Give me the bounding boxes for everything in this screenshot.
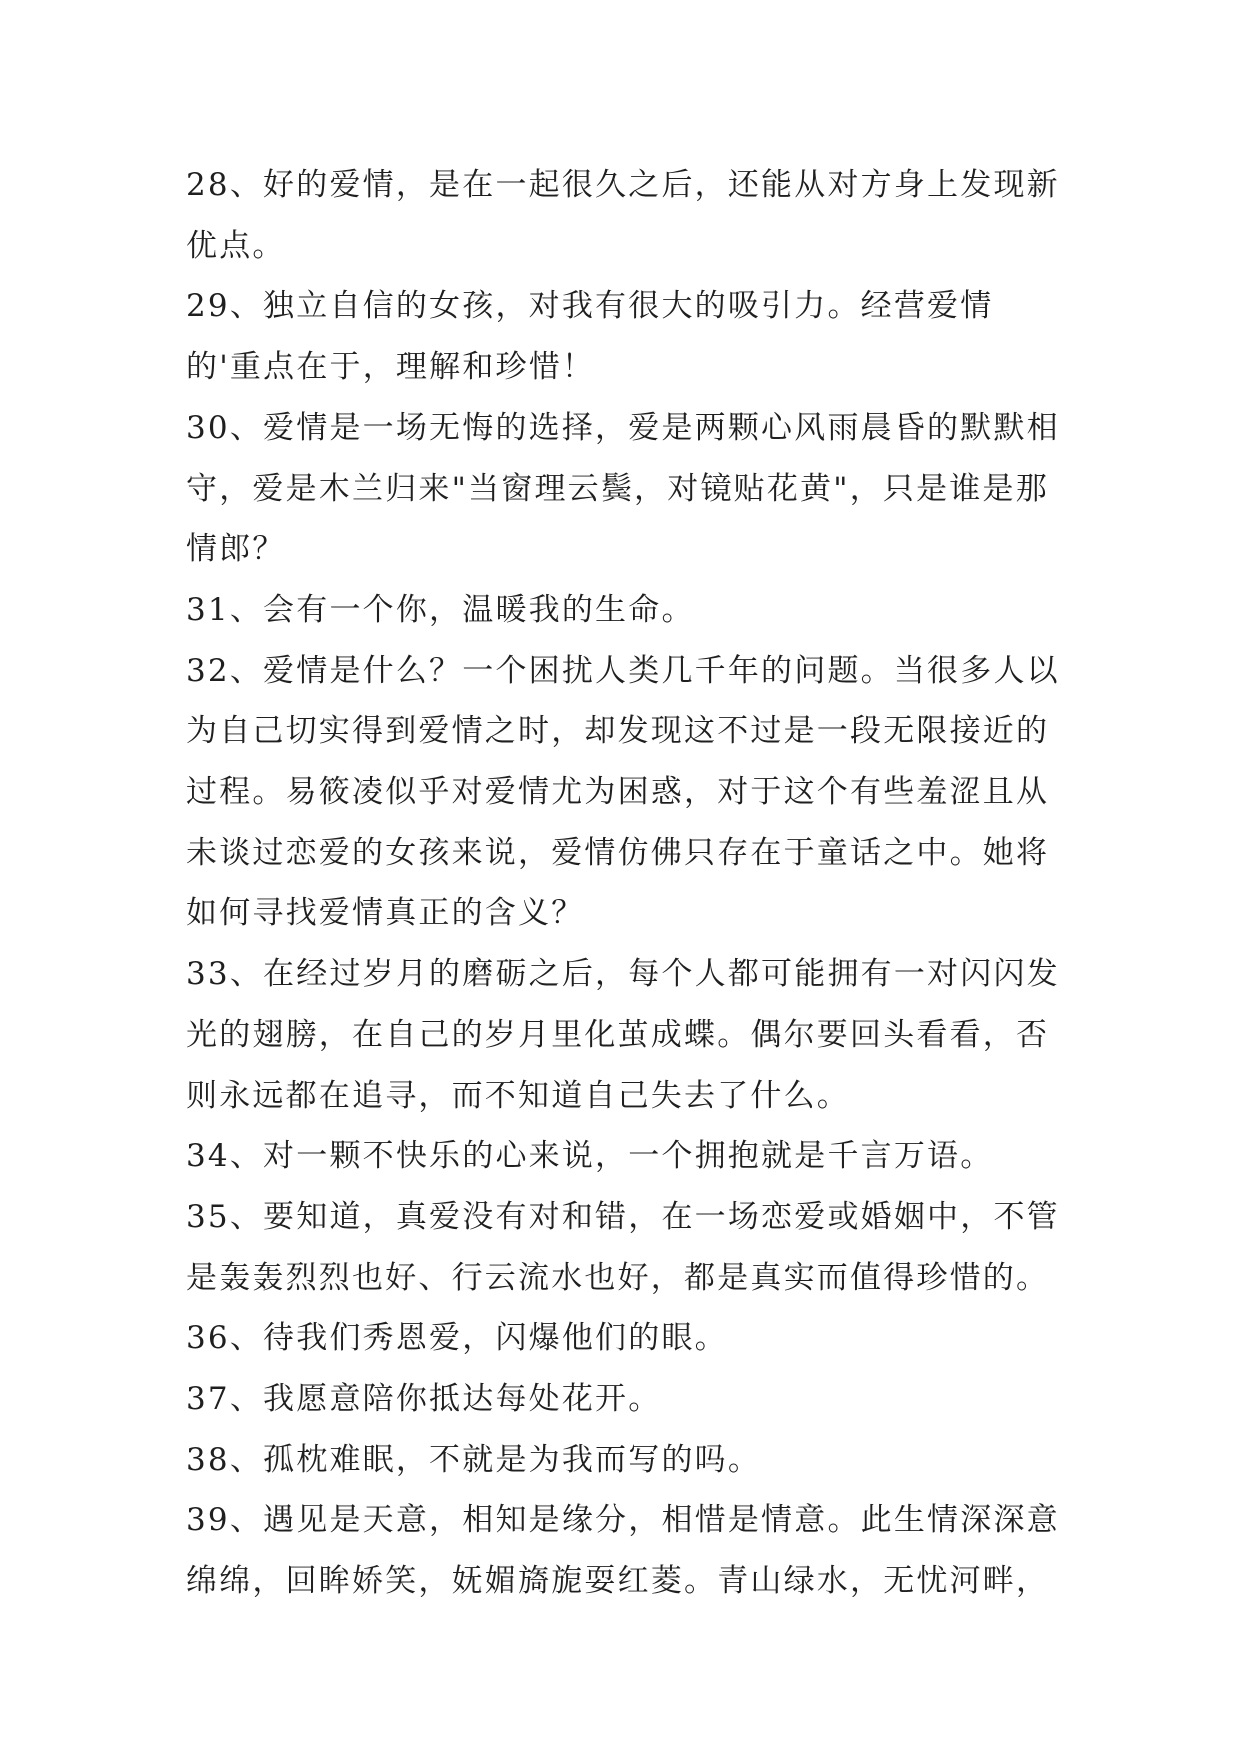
paragraph-33: 33、在经过岁月的磨砺之后，每个人都可能拥有一对闪闪发光的翅膀，在自己的岁月里化茧成蝶。偶尔要回头看看，否则永远都在追寻，而不知道自己失去了什么。: [186, 956, 1060, 1114]
paragraph-37: 37、我愿意陪你抵达每处花开。: [186, 1381, 662, 1418]
paragraph-32: 32、爱情是什么？一个困扰人类几千年的问题。当很多人以为自己切实得到爱情之时，却发现这不过是一段无限接近的过程。易筱凌似乎对爱情尤为困惑，对于这个有些羞涩且从未谈过恋爱的女孩来说，爱情仿佛只存在于童话之中。她将如何寻找爱情真正的含义？: [186, 652, 1060, 932]
document-body: [186, 155, 1066, 1612]
paragraph-31: 31、会有一个你，温暖我的生命。: [186, 591, 695, 628]
paragraph-38: 38、孤枕难眠，不就是为我而写的吗。: [186, 1441, 762, 1478]
paragraph-39: 39、遇见是天意，相知是缘分，相惜是情意。此生情深深意绵绵，回眸娇笑，妩媚旖旎耍红菱。青山绿水，无忧河畔，: [186, 1502, 1060, 1600]
paragraph-28: 28、好的爱情，是在一起很久之后，还能从对方身上发现新优点。: [186, 167, 1060, 264]
paragraph-29: 29、独立自信的女孩，对我有很大的吸引力。经营爱情的'重点在于，理解和珍惜！: [186, 288, 994, 386]
paragraph-36: 36、待我们秀恩爱，闪爆他们的眼。: [186, 1320, 728, 1357]
paragraph-30: 30、爱情是一场无悔的选择，爱是两颗心风雨晨昏的默默相守，爱是木兰归来"当窗理云鬓，对镜贴花黄"，只是谁是那情郎？: [186, 409, 1060, 568]
paragraph-35: 35、要知道，真爱没有对和错，在一场恋爱或婚姻中，不管是轰轰烈烈也好、行云流水也好，都是真实而值得珍惜的。: [186, 1198, 1060, 1296]
paragraph-34: 34、对一颗不快乐的心来说，一个拥抱就是千言万语。: [186, 1138, 994, 1175]
